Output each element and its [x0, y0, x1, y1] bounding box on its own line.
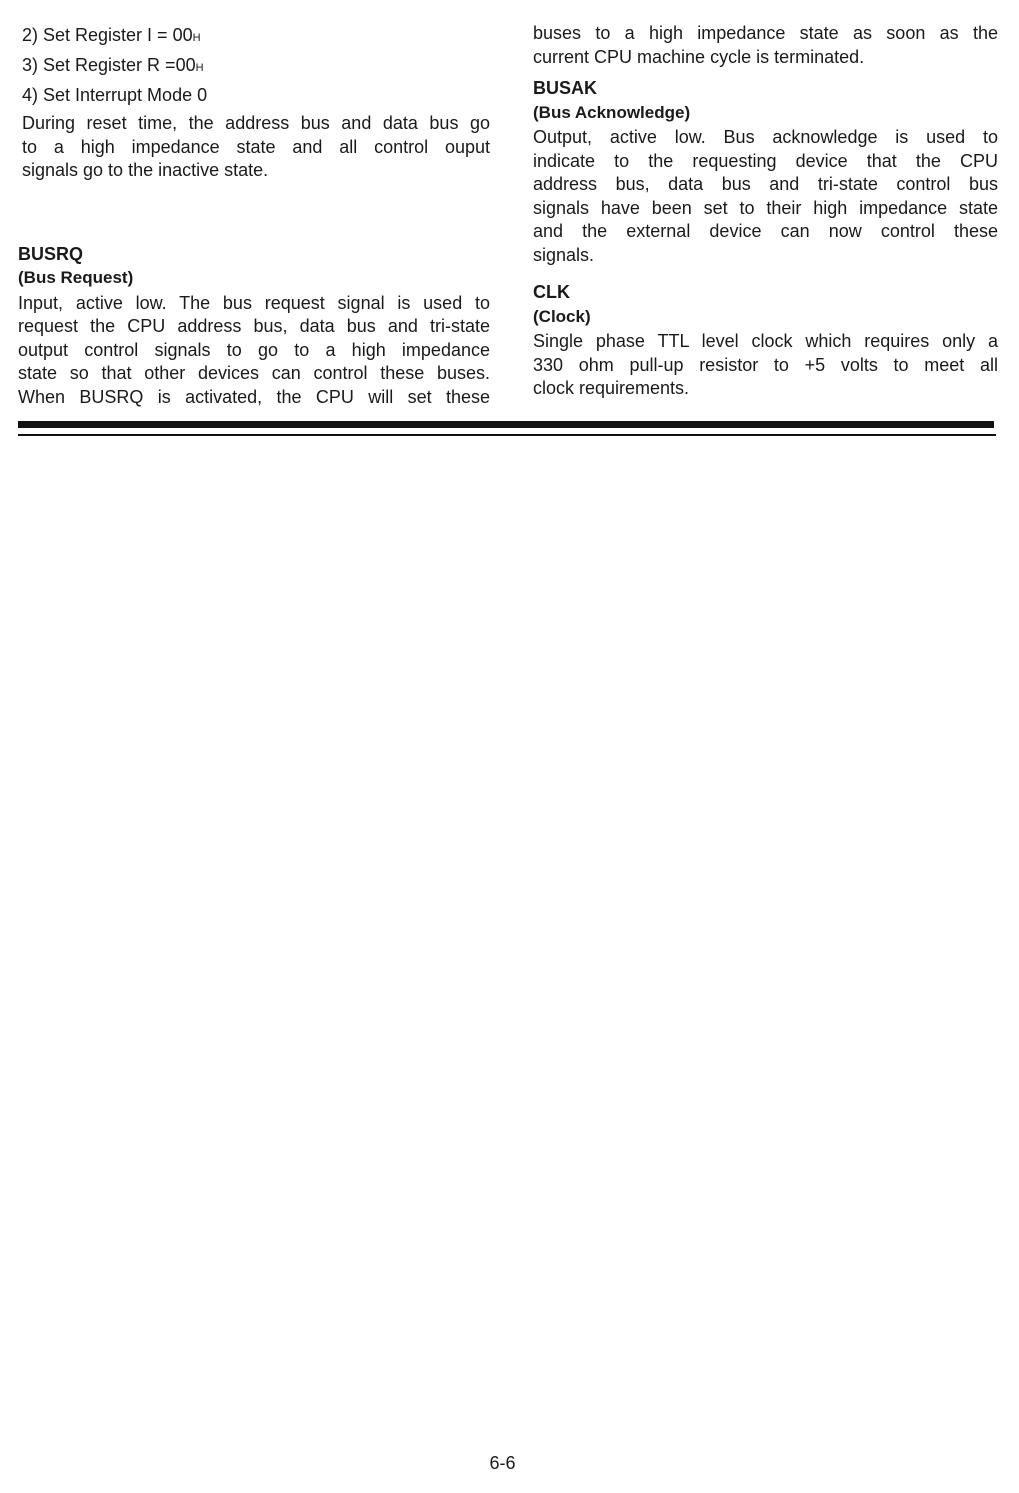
left-column — [18, 22, 490, 409]
busak-subheading: (Bus Acknowledge) — [533, 102, 691, 122]
paragraph-line: Single phase TTL level clock which requires only a — [533, 331, 998, 351]
paragraph-line: When BUSRQ is activated, the CPU will set these — [18, 386, 490, 407]
paragraph-line: current CPU machine cycle is terminated. — [533, 46, 865, 67]
reset-list — [22, 22, 490, 112]
right-column — [533, 22, 998, 401]
page-number-container — [0, 1453, 1019, 1474]
list-item — [22, 22, 490, 52]
clk-paragraph — [533, 330, 998, 401]
paragraph-line: During reset time, the address bus and data bus go — [22, 113, 490, 133]
section-gap — [533, 69, 998, 77]
section-gap — [22, 183, 490, 243]
hex-suffix: H — [195, 62, 205, 74]
paragraph-line: signals go to the inactive state. — [22, 160, 269, 180]
busrq-heading: BUSRQ — [18, 243, 84, 264]
paragraph-line: address bus, data bus and tri-state control bus — [533, 174, 998, 194]
busak-heading: BUSAK — [533, 78, 598, 98]
section-gap — [533, 267, 998, 281]
paragraph-line: signals have been set to their high impedance state — [533, 197, 998, 218]
busak-paragraph — [533, 126, 998, 267]
busrq-section — [18, 243, 490, 410]
list-item-text: 3) Set Register R =00 — [22, 55, 196, 75]
paragraph-line: 330 ohm pull-up resistor to +5 volts to meet all — [533, 354, 998, 375]
clk-section — [533, 281, 998, 401]
paragraph-line: Input, active low. The bus request signal is used to — [18, 292, 490, 313]
paragraph-line: Output, active low. Bus acknowledge is used to — [533, 127, 998, 147]
paragraph-line: signals. — [533, 244, 595, 265]
paragraph-line: request the CPU address bus, data bus and tri-state — [18, 316, 490, 336]
paragraph-line: state so that other devices can control these buses. — [18, 363, 490, 383]
busak-section — [533, 77, 998, 267]
list-item-text: 4) Set Interrupt Mode 0 — [22, 85, 208, 105]
continuation-paragraph — [533, 22, 998, 69]
paragraph-line: and the external device can now control these — [533, 221, 998, 241]
section-divider-thick — [18, 421, 994, 428]
reset-paragraph — [22, 112, 490, 183]
paragraph-line: buses to a high impedance state as soon as the — [533, 23, 998, 43]
page-number: 6-6 — [489, 1453, 516, 1473]
paragraph-line: clock requirements. — [533, 378, 690, 398]
section-divider-thin — [18, 434, 996, 436]
list-item — [22, 82, 490, 112]
hex-suffix: H — [192, 32, 202, 44]
paragraph-line: indicate to the requesting device that the CPU — [533, 150, 998, 171]
paragraph-line: output control signals to go to a high impedance — [18, 339, 490, 360]
clk-heading: CLK — [533, 282, 570, 302]
busrq-paragraph — [18, 292, 490, 410]
paragraph-line: to a high impedance state and all control ouput — [22, 136, 490, 157]
list-item-text: 2) Set Register I = 00 — [22, 25, 193, 45]
list-item — [22, 52, 490, 82]
busrq-subheading: (Bus Request) — [18, 268, 134, 287]
clk-subheading: (Clock) — [533, 306, 591, 326]
